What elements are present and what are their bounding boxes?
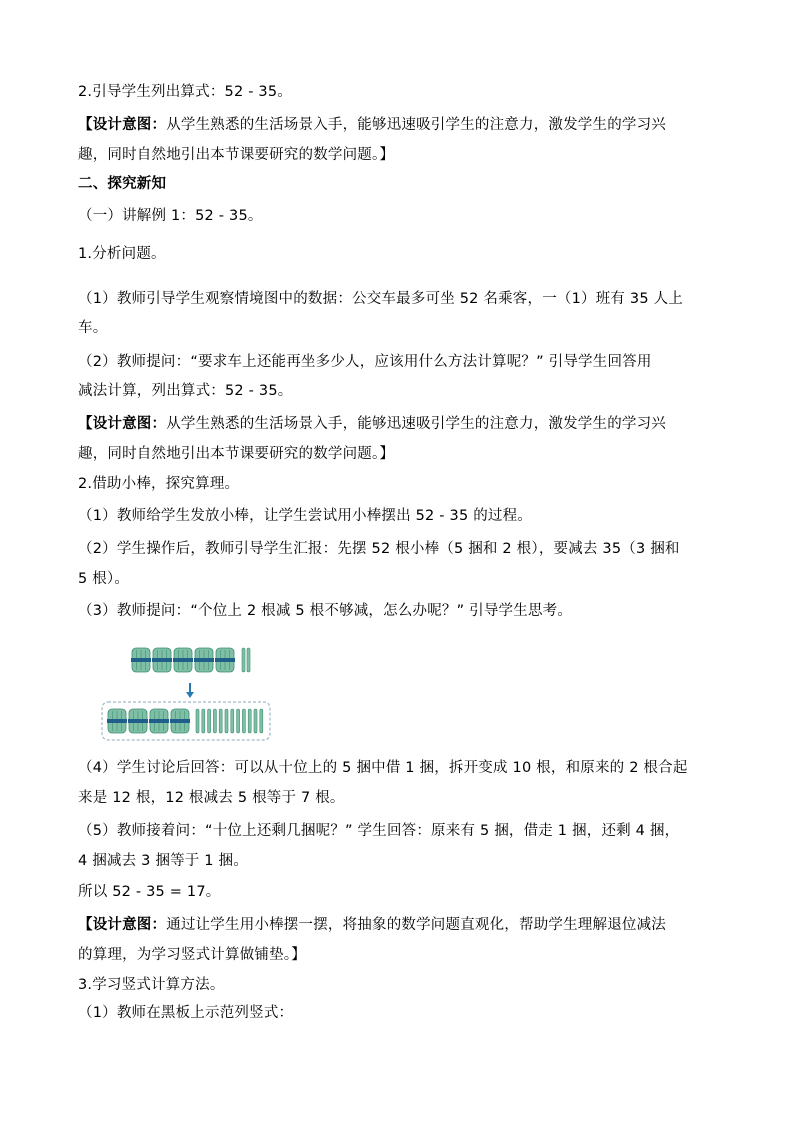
text-line: （1）教师给学生发放小棒，让学生尝试用小棒摆出 52 - 35 的过程。 <box>78 508 532 524</box>
stick-bundle <box>215 648 235 672</box>
stick-bundle <box>170 709 190 733</box>
text-line: （一）讲解例 1：52 - 35。 <box>78 208 263 224</box>
stick-bundle <box>173 648 193 672</box>
text-line: （2）学生操作后，教师引导学生汇报：先摆 52 根小棒（5 捆和 2 根），要减去 35（3 捆和 <box>78 541 680 557</box>
text-line: （5）教师接着问：“十位上还剩几捆呢？” 学生回答：原来有 5 捆，借走 1 捆，还剩 4 捆， <box>78 823 680 839</box>
text-line: （4）学生讨论后回答：可以从十位上的 5 捆中借 1 捆，拆开变成 10 根，和原来的 2 根合起 <box>78 760 688 776</box>
text-line: 4 捆减去 3 捆等于 1 捆。 <box>78 853 248 869</box>
stick-bundle <box>194 648 214 672</box>
bundles-52-row <box>131 648 250 672</box>
text-line: 的算理，为学习竖式计算做铺垫。】 <box>78 947 306 963</box>
equation-line: 所以 52 - 35 = 17。 <box>78 884 221 900</box>
section-heading: 二、探究新知 <box>78 176 167 192</box>
text-line: 3.学习竖式计算方法。 <box>78 977 225 993</box>
stick-bundle <box>107 709 127 733</box>
text-line: （1）教师在黑板上示范列竖式： <box>78 1005 294 1021</box>
single-stick <box>242 709 245 733</box>
single-stick <box>237 709 240 733</box>
text-line: 趣，同时自然地引出本节课要研究的数学问题。】 <box>78 147 395 163</box>
text-line: （3）教师提问：“个位上 2 根减 5 根不够减，怎么办呢？” 引导学生思考。 <box>78 603 573 619</box>
stick-bundle <box>128 709 148 733</box>
text-line: 车。 <box>78 320 108 336</box>
text-line: 来是 12 根，12 根减去 5 根等于 7 根。 <box>78 790 345 806</box>
bundles-regrouped-row <box>107 709 263 733</box>
single-stick <box>254 709 257 733</box>
single-stick <box>248 709 251 733</box>
text-line: 2.引导学生列出算式：52 - 35。 <box>78 84 292 100</box>
single-stick <box>225 709 228 733</box>
design-intent-line: 【设计意图：通过让学生用小棒摆一摆，将抽象的数学问题直观化，帮助学生理解退位减法 <box>78 917 666 933</box>
text-line: （1）教师引导学生观察情境图中的数据：公交车最多可坐 52 名乘客，一（1）班有 35 人上 <box>78 291 683 307</box>
single-stick <box>242 648 245 672</box>
single-stick <box>260 709 263 733</box>
text-line: 减法计算，列出算式：52 - 35。 <box>78 383 293 399</box>
design-intent-line: 【设计意图：从学生熟悉的生活场景入手，能够迅速吸引学生的注意力，激发学生的学习兴 <box>78 416 666 432</box>
single-stick <box>213 709 216 733</box>
stick-bundle <box>131 648 151 672</box>
text-line: 2.借助小棒，探究算理。 <box>78 476 240 492</box>
single-stick <box>202 709 205 733</box>
stick-bundle <box>152 648 172 672</box>
text-line: 1.分析问题。 <box>78 246 166 262</box>
text-line: 趣，同时自然地引出本节课要研究的数学问题。】 <box>78 446 395 462</box>
design-intent-line: 【设计意图：从学生熟悉的生活场景入手，能够迅速吸引学生的注意力，激发学生的学习兴 <box>78 117 666 133</box>
sticks-illustration <box>100 638 272 742</box>
stick-bundle <box>149 709 169 733</box>
single-stick <box>247 648 250 672</box>
down-arrow-icon <box>186 683 194 698</box>
text-line: （2）教师提问：“要求车上还能再坐多少人，应该用什么方法计算呢？” 引导学生回答用 <box>78 354 652 370</box>
single-stick <box>219 709 222 733</box>
text-line: 5 根）。 <box>78 571 130 587</box>
single-stick <box>196 709 199 733</box>
single-stick <box>208 709 211 733</box>
single-stick <box>231 709 234 733</box>
